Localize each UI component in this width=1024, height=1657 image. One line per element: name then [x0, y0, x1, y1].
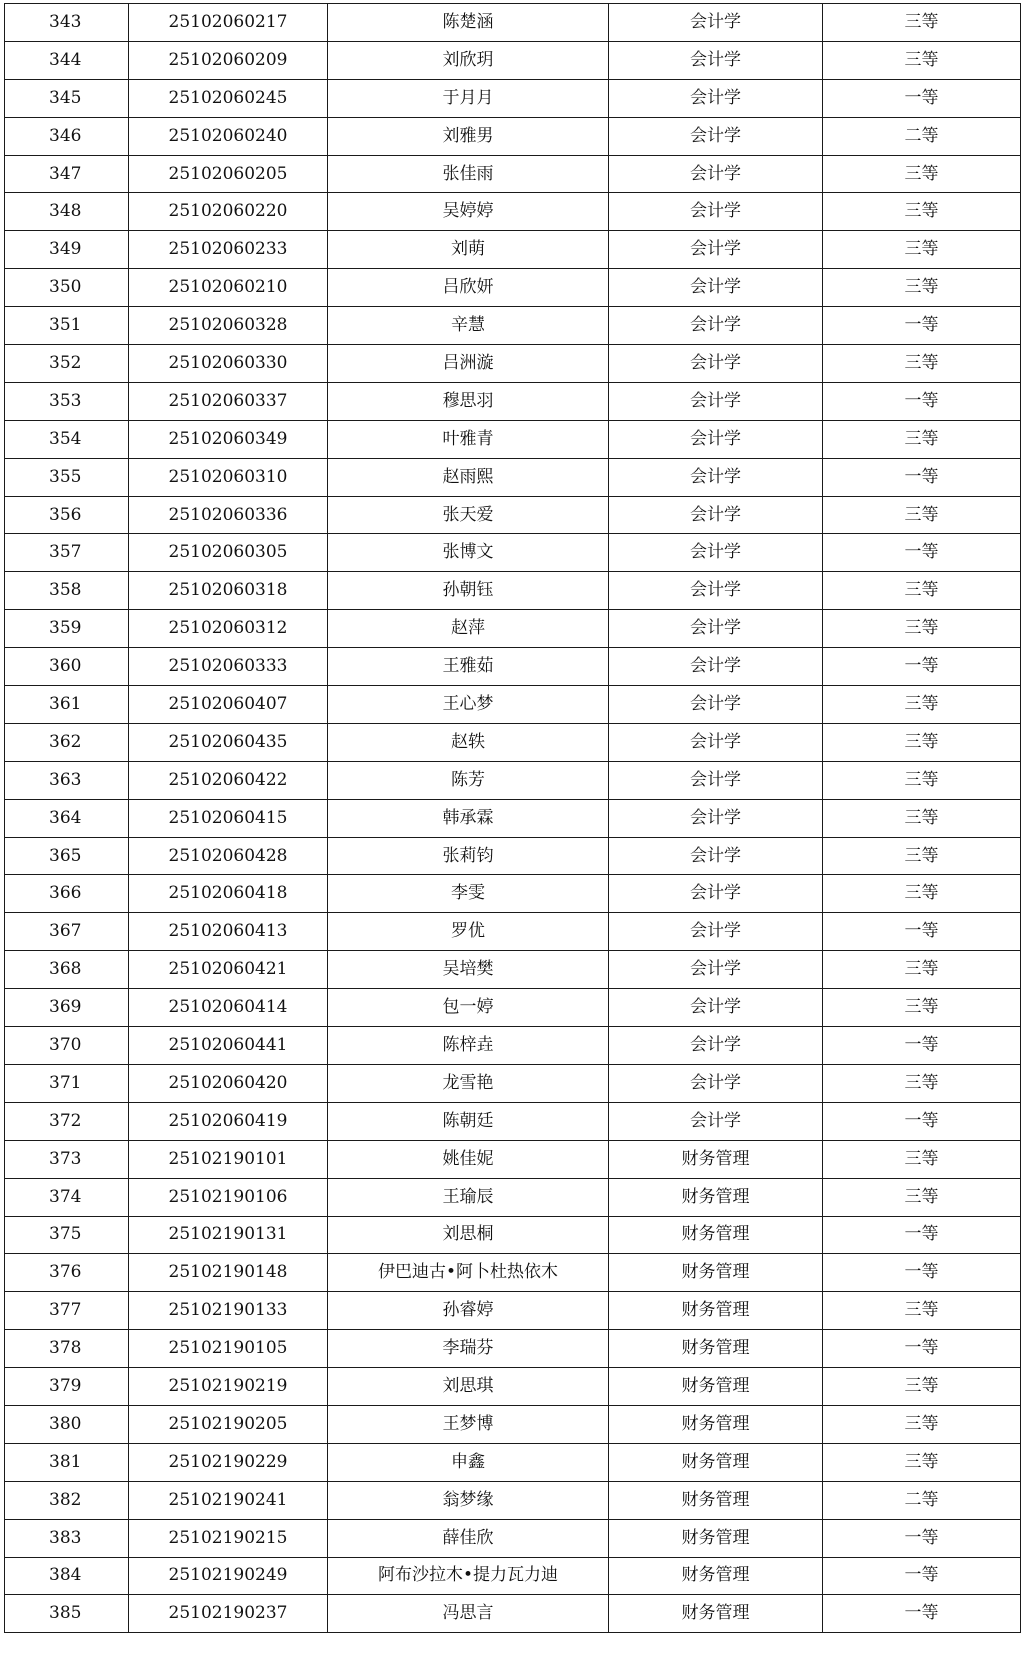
table-row [5, 648, 1021, 686]
student-name-cell: 于月月 [328, 79, 609, 117]
major-cell: 会计学 [609, 382, 823, 420]
major-cell: 财务管理 [609, 1368, 823, 1406]
student-id-cell: 25102060217 [129, 4, 328, 42]
student-id-cell: 25102190101 [129, 1140, 328, 1178]
major-cell: 财务管理 [609, 1481, 823, 1519]
student-id-cell: 25102060336 [129, 496, 328, 534]
award-grade-cell: 三等 [823, 686, 1021, 724]
row-number-cell: 359 [5, 610, 129, 648]
row-number-cell: 375 [5, 1216, 129, 1254]
major-cell: 会计学 [609, 4, 823, 42]
award-grade-cell: 一等 [823, 1557, 1021, 1595]
row-number-cell: 355 [5, 458, 129, 496]
table-row [5, 723, 1021, 761]
student-id-cell: 25102060333 [129, 648, 328, 686]
row-number-cell: 366 [5, 875, 129, 913]
row-number-cell: 350 [5, 269, 129, 307]
row-number-cell: 377 [5, 1292, 129, 1330]
row-number-cell: 356 [5, 496, 129, 534]
row-number-cell: 382 [5, 1481, 129, 1519]
roster-body [5, 4, 1021, 1633]
student-name-cell: 刘思琪 [328, 1368, 609, 1406]
student-name-cell: 吕洲漩 [328, 345, 609, 383]
student-name-cell: 冯思言 [328, 1595, 609, 1633]
student-name-cell: 龙雪艳 [328, 1064, 609, 1102]
student-name-cell: 刘欣玥 [328, 41, 609, 79]
row-number-cell: 357 [5, 534, 129, 572]
major-cell: 财务管理 [609, 1557, 823, 1595]
major-cell: 会计学 [609, 155, 823, 193]
student-name-cell: 赵萍 [328, 610, 609, 648]
major-cell: 财务管理 [609, 1330, 823, 1368]
student-id-cell: 25102060413 [129, 913, 328, 951]
table-row [5, 686, 1021, 724]
row-number-cell: 380 [5, 1405, 129, 1443]
major-cell: 会计学 [609, 420, 823, 458]
award-grade-cell: 一等 [823, 913, 1021, 951]
table-row [5, 193, 1021, 231]
award-grade-cell: 一等 [823, 1216, 1021, 1254]
award-grade-cell: 三等 [823, 1064, 1021, 1102]
student-name-cell: 穆思羽 [328, 382, 609, 420]
student-name-cell: 陈梓垚 [328, 1027, 609, 1065]
table-row [5, 610, 1021, 648]
major-cell: 会计学 [609, 117, 823, 155]
row-number-cell: 353 [5, 382, 129, 420]
table-row [5, 269, 1021, 307]
award-grade-cell: 三等 [823, 420, 1021, 458]
row-number-cell: 369 [5, 989, 129, 1027]
award-grade-cell: 三等 [823, 572, 1021, 610]
award-grade-cell: 一等 [823, 1254, 1021, 1292]
student-id-cell: 25102060245 [129, 79, 328, 117]
row-number-cell: 358 [5, 572, 129, 610]
row-number-cell: 346 [5, 117, 129, 155]
row-number-cell: 362 [5, 723, 129, 761]
award-grade-cell: 一等 [823, 458, 1021, 496]
student-id-cell: 25102190229 [129, 1443, 328, 1481]
table-row [5, 1519, 1021, 1557]
major-cell: 会计学 [609, 41, 823, 79]
student-id-cell: 25102060414 [129, 989, 328, 1027]
row-number-cell: 367 [5, 913, 129, 951]
major-cell: 会计学 [609, 269, 823, 307]
table-row [5, 1216, 1021, 1254]
major-cell: 会计学 [609, 875, 823, 913]
student-id-cell: 25102060310 [129, 458, 328, 496]
student-name-cell: 刘思桐 [328, 1216, 609, 1254]
student-name-cell: 赵轶 [328, 723, 609, 761]
student-name-cell: 王瑜辰 [328, 1178, 609, 1216]
award-grade-cell: 三等 [823, 231, 1021, 269]
row-number-cell: 352 [5, 345, 129, 383]
student-name-cell: 刘雅男 [328, 117, 609, 155]
table-row [5, 1064, 1021, 1102]
student-name-cell: 王梦博 [328, 1405, 609, 1443]
award-grade-cell: 三等 [823, 837, 1021, 875]
student-id-cell: 25102060441 [129, 1027, 328, 1065]
award-grade-cell: 三等 [823, 799, 1021, 837]
major-cell: 会计学 [609, 1064, 823, 1102]
row-number-cell: 347 [5, 155, 129, 193]
student-id-cell: 25102190205 [129, 1405, 328, 1443]
student-id-cell: 25102190237 [129, 1595, 328, 1633]
student-name-cell: 张博文 [328, 534, 609, 572]
major-cell: 会计学 [609, 913, 823, 951]
student-id-cell: 25102190105 [129, 1330, 328, 1368]
major-cell: 会计学 [609, 761, 823, 799]
table-row [5, 1254, 1021, 1292]
student-id-cell: 25102060209 [129, 41, 328, 79]
student-name-cell: 张佳雨 [328, 155, 609, 193]
student-id-cell: 25102060205 [129, 155, 328, 193]
student-name-cell: 陈楚涵 [328, 4, 609, 42]
major-cell: 会计学 [609, 686, 823, 724]
student-name-cell: 陈朝廷 [328, 1102, 609, 1140]
major-cell: 会计学 [609, 79, 823, 117]
row-number-cell: 365 [5, 837, 129, 875]
major-cell: 会计学 [609, 1027, 823, 1065]
award-grade-cell: 三等 [823, 951, 1021, 989]
major-cell: 财务管理 [609, 1519, 823, 1557]
award-grade-cell: 一等 [823, 534, 1021, 572]
student-name-cell: 孙朝钰 [328, 572, 609, 610]
table-row [5, 79, 1021, 117]
award-grade-cell: 一等 [823, 1102, 1021, 1140]
award-grade-cell: 三等 [823, 761, 1021, 799]
award-grade-cell: 一等 [823, 1595, 1021, 1633]
student-name-cell: 刘萌 [328, 231, 609, 269]
row-number-cell: 376 [5, 1254, 129, 1292]
student-name-cell: 吕欣妍 [328, 269, 609, 307]
row-number-cell: 348 [5, 193, 129, 231]
student-id-cell: 25102060415 [129, 799, 328, 837]
award-grade-cell: 一等 [823, 1027, 1021, 1065]
award-grade-cell: 三等 [823, 155, 1021, 193]
table-row [5, 799, 1021, 837]
table-row [5, 41, 1021, 79]
major-cell: 财务管理 [609, 1216, 823, 1254]
table-row [5, 1557, 1021, 1595]
row-number-cell: 349 [5, 231, 129, 269]
major-cell: 会计学 [609, 723, 823, 761]
student-id-cell: 25102060428 [129, 837, 328, 875]
award-grade-cell: 三等 [823, 1292, 1021, 1330]
row-number-cell: 343 [5, 4, 129, 42]
table-row [5, 231, 1021, 269]
table-row [5, 1027, 1021, 1065]
table-row [5, 496, 1021, 534]
table-row [5, 1368, 1021, 1406]
row-number-cell: 379 [5, 1368, 129, 1406]
table-row [5, 117, 1021, 155]
award-grade-cell: 三等 [823, 41, 1021, 79]
major-cell: 会计学 [609, 307, 823, 345]
award-grade-cell: 一等 [823, 1519, 1021, 1557]
student-id-cell: 25102060337 [129, 382, 328, 420]
award-grade-cell: 三等 [823, 723, 1021, 761]
table-row [5, 761, 1021, 799]
student-id-cell: 25102190148 [129, 1254, 328, 1292]
award-grade-cell: 一等 [823, 648, 1021, 686]
table-row [5, 1178, 1021, 1216]
table-row [5, 913, 1021, 951]
student-name-cell: 吴培樊 [328, 951, 609, 989]
row-number-cell: 373 [5, 1140, 129, 1178]
student-name-cell: 张莉钧 [328, 837, 609, 875]
row-number-cell: 372 [5, 1102, 129, 1140]
award-grade-cell: 一等 [823, 307, 1021, 345]
table-row [5, 155, 1021, 193]
student-name-cell: 赵雨熙 [328, 458, 609, 496]
student-name-cell: 辛慧 [328, 307, 609, 345]
student-name-cell: 罗优 [328, 913, 609, 951]
roster-table [4, 3, 1021, 1633]
student-id-cell: 25102060305 [129, 534, 328, 572]
major-cell: 财务管理 [609, 1178, 823, 1216]
award-grade-cell: 三等 [823, 4, 1021, 42]
student-id-cell: 25102190219 [129, 1368, 328, 1406]
award-grade-cell: 一等 [823, 1330, 1021, 1368]
student-name-cell: 李瑞芬 [328, 1330, 609, 1368]
major-cell: 财务管理 [609, 1405, 823, 1443]
major-cell: 会计学 [609, 534, 823, 572]
student-name-cell: 陈芳 [328, 761, 609, 799]
award-grade-cell: 三等 [823, 989, 1021, 1027]
table-row [5, 1481, 1021, 1519]
row-number-cell: 383 [5, 1519, 129, 1557]
student-name-cell: 王雅茹 [328, 648, 609, 686]
major-cell: 会计学 [609, 648, 823, 686]
award-grade-cell: 三等 [823, 875, 1021, 913]
table-row [5, 1330, 1021, 1368]
student-id-cell: 25102060421 [129, 951, 328, 989]
student-id-cell: 25102190215 [129, 1519, 328, 1557]
student-id-cell: 25102060435 [129, 723, 328, 761]
award-grade-cell: 三等 [823, 269, 1021, 307]
student-id-cell: 25102190241 [129, 1481, 328, 1519]
award-grade-cell: 三等 [823, 193, 1021, 231]
student-id-cell: 25102190131 [129, 1216, 328, 1254]
table-row [5, 875, 1021, 913]
student-id-cell: 25102060318 [129, 572, 328, 610]
student-id-cell: 25102060407 [129, 686, 328, 724]
major-cell: 会计学 [609, 951, 823, 989]
award-grade-cell: 三等 [823, 345, 1021, 383]
award-grade-cell: 三等 [823, 1178, 1021, 1216]
row-number-cell: 351 [5, 307, 129, 345]
major-cell: 财务管理 [609, 1443, 823, 1481]
award-grade-cell: 二等 [823, 117, 1021, 155]
student-name-cell: 翁梦缘 [328, 1481, 609, 1519]
row-number-cell: 368 [5, 951, 129, 989]
row-number-cell: 364 [5, 799, 129, 837]
table-row [5, 1405, 1021, 1443]
table-row [5, 1102, 1021, 1140]
table-row [5, 1292, 1021, 1330]
major-cell: 会计学 [609, 231, 823, 269]
student-name-cell: 吴婷婷 [328, 193, 609, 231]
table-row [5, 837, 1021, 875]
student-name-cell: 叶雅青 [328, 420, 609, 458]
table-row [5, 1443, 1021, 1481]
major-cell: 会计学 [609, 989, 823, 1027]
row-number-cell: 370 [5, 1027, 129, 1065]
table-row [5, 345, 1021, 383]
award-grade-cell: 三等 [823, 1368, 1021, 1406]
major-cell: 会计学 [609, 799, 823, 837]
student-id-cell: 25102060422 [129, 761, 328, 799]
table-row [5, 420, 1021, 458]
table-row [5, 572, 1021, 610]
student-id-cell: 25102060419 [129, 1102, 328, 1140]
student-name-cell: 薛佳欣 [328, 1519, 609, 1557]
major-cell: 会计学 [609, 1102, 823, 1140]
major-cell: 会计学 [609, 193, 823, 231]
student-name-cell: 韩承霖 [328, 799, 609, 837]
row-number-cell: 360 [5, 648, 129, 686]
row-number-cell: 361 [5, 686, 129, 724]
major-cell: 会计学 [609, 496, 823, 534]
student-id-cell: 25102060240 [129, 117, 328, 155]
student-name-cell: 孙睿婷 [328, 1292, 609, 1330]
student-name-cell: 包一婷 [328, 989, 609, 1027]
student-id-cell: 25102060328 [129, 307, 328, 345]
table-row [5, 534, 1021, 572]
major-cell: 会计学 [609, 837, 823, 875]
row-number-cell: 371 [5, 1064, 129, 1102]
major-cell: 会计学 [609, 345, 823, 383]
award-grade-cell: 一等 [823, 382, 1021, 420]
student-name-cell: 李雯 [328, 875, 609, 913]
award-grade-cell: 三等 [823, 610, 1021, 648]
student-id-cell: 25102060349 [129, 420, 328, 458]
row-number-cell: 344 [5, 41, 129, 79]
major-cell: 财务管理 [609, 1595, 823, 1633]
student-id-cell: 25102060330 [129, 345, 328, 383]
award-grade-cell: 二等 [823, 1481, 1021, 1519]
major-cell: 会计学 [609, 458, 823, 496]
award-grade-cell: 三等 [823, 1140, 1021, 1178]
student-name-cell: 王心梦 [328, 686, 609, 724]
student-id-cell: 25102190133 [129, 1292, 328, 1330]
major-cell: 财务管理 [609, 1140, 823, 1178]
row-number-cell: 354 [5, 420, 129, 458]
row-number-cell: 374 [5, 1178, 129, 1216]
row-number-cell: 384 [5, 1557, 129, 1595]
student-name-cell: 姚佳妮 [328, 1140, 609, 1178]
table-row [5, 4, 1021, 42]
table-row [5, 989, 1021, 1027]
student-id-cell: 25102060233 [129, 231, 328, 269]
row-number-cell: 345 [5, 79, 129, 117]
award-grade-cell: 三等 [823, 1405, 1021, 1443]
row-number-cell: 363 [5, 761, 129, 799]
table-row [5, 458, 1021, 496]
table-row [5, 382, 1021, 420]
student-id-cell: 25102060420 [129, 1064, 328, 1102]
table-row [5, 1595, 1021, 1633]
student-id-cell: 25102060312 [129, 610, 328, 648]
table-row [5, 307, 1021, 345]
table-row [5, 1140, 1021, 1178]
student-id-cell: 25102190106 [129, 1178, 328, 1216]
major-cell: 财务管理 [609, 1254, 823, 1292]
row-number-cell: 378 [5, 1330, 129, 1368]
major-cell: 财务管理 [609, 1292, 823, 1330]
award-grade-cell: 三等 [823, 1443, 1021, 1481]
table-row [5, 951, 1021, 989]
award-grade-cell: 三等 [823, 496, 1021, 534]
student-id-cell: 25102060220 [129, 193, 328, 231]
student-id-cell: 25102060418 [129, 875, 328, 913]
row-number-cell: 385 [5, 1595, 129, 1633]
row-number-cell: 381 [5, 1443, 129, 1481]
student-id-cell: 25102060210 [129, 269, 328, 307]
major-cell: 会计学 [609, 572, 823, 610]
award-grade-cell: 一等 [823, 79, 1021, 117]
student-name-cell: 伊巴迪古•阿卜杜热依木 [328, 1254, 609, 1292]
student-name-cell: 申鑫 [328, 1443, 609, 1481]
student-name-cell: 张天爱 [328, 496, 609, 534]
student-id-cell: 25102190249 [129, 1557, 328, 1595]
student-name-cell: 阿布沙拉木•提力瓦力迪 [328, 1557, 609, 1595]
major-cell: 会计学 [609, 610, 823, 648]
